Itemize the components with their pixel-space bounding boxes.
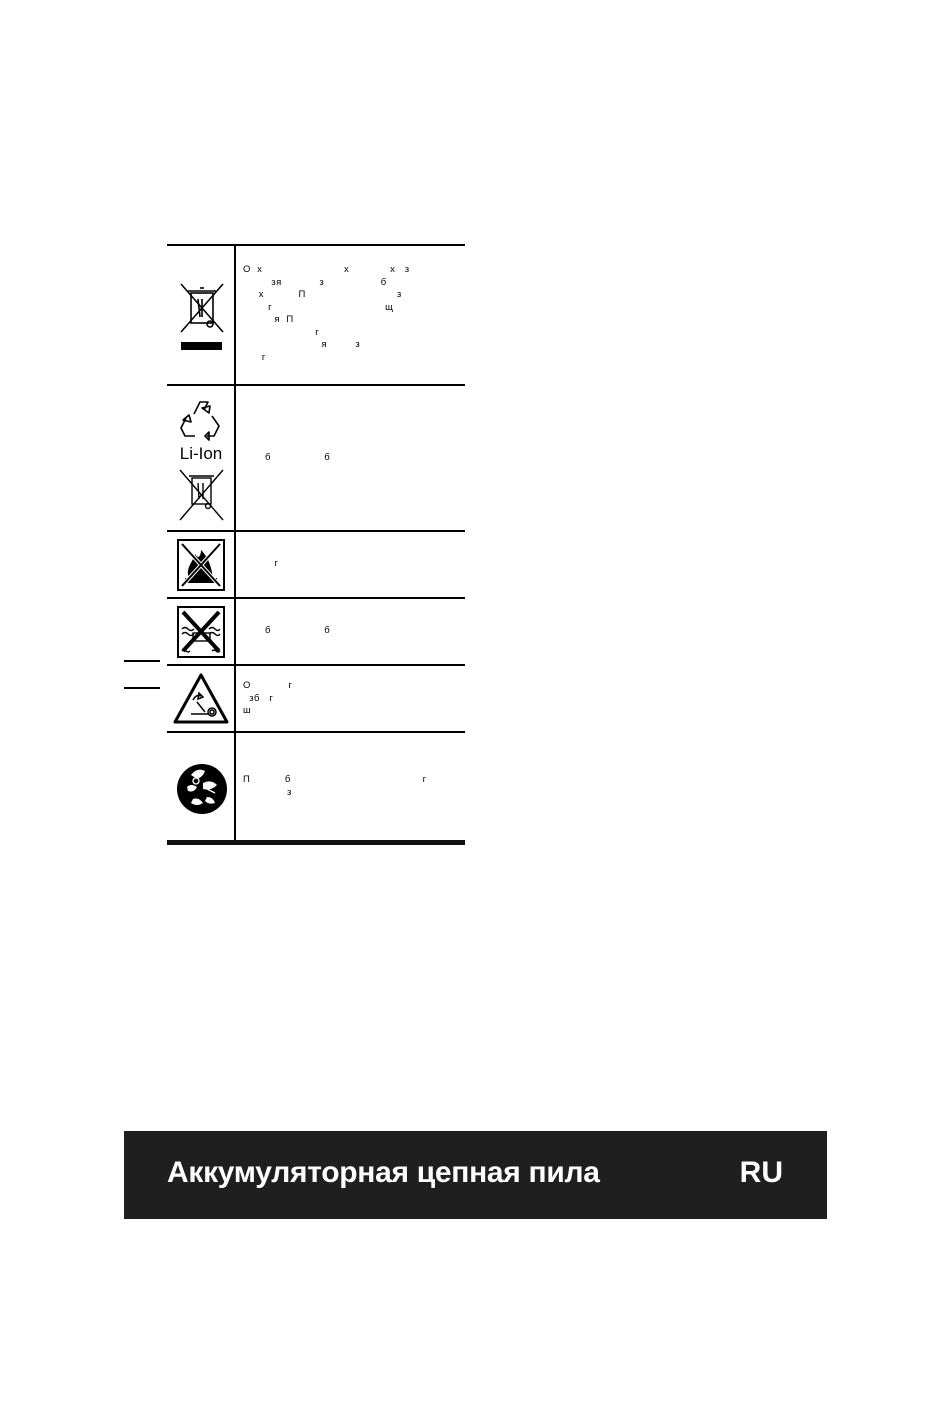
symbol-row-li-ion <box>167 384 465 530</box>
crossed-bin-icon <box>167 246 236 386</box>
symbol-description: О г зб г ш <box>243 680 293 716</box>
banner-title: Аккумуляторная цепная пила <box>167 1156 600 1189</box>
symbol-description: О х х х з зя з б х П з г щ я П г я з г <box>243 264 410 363</box>
kickback-warning-icon <box>167 666 236 733</box>
symbol-cell <box>167 599 236 664</box>
table-bottom-rule <box>167 840 465 845</box>
symbol-cell <box>167 733 236 840</box>
symbol-row-no-water <box>167 597 465 664</box>
symbol-row-protective-gear <box>167 731 465 840</box>
symbol-cell <box>167 246 236 384</box>
protective-gear-icon <box>167 733 236 842</box>
symbol-row-no-fire <box>167 530 465 597</box>
no-water-icon <box>167 599 236 666</box>
symbol-description: г <box>243 558 279 570</box>
symbol-description: П б г з <box>243 774 427 798</box>
li-ion-recycling-icon <box>167 386 236 532</box>
li-ion-label: Li-Ion <box>179 444 223 463</box>
symbol-description: б б <box>243 451 331 463</box>
section-banner <box>124 1131 827 1219</box>
symbol-row-warning <box>167 664 465 731</box>
margin-mark <box>124 660 160 662</box>
no-fire-icon <box>167 532 236 599</box>
symbol-description: б б <box>243 625 331 637</box>
language-code: RU <box>739 1156 783 1189</box>
margin-mark <box>124 687 160 689</box>
symbol-cell <box>167 386 236 530</box>
symbol-cell <box>167 666 236 731</box>
symbol-row-disposal <box>167 244 465 384</box>
symbol-cell <box>167 532 236 597</box>
